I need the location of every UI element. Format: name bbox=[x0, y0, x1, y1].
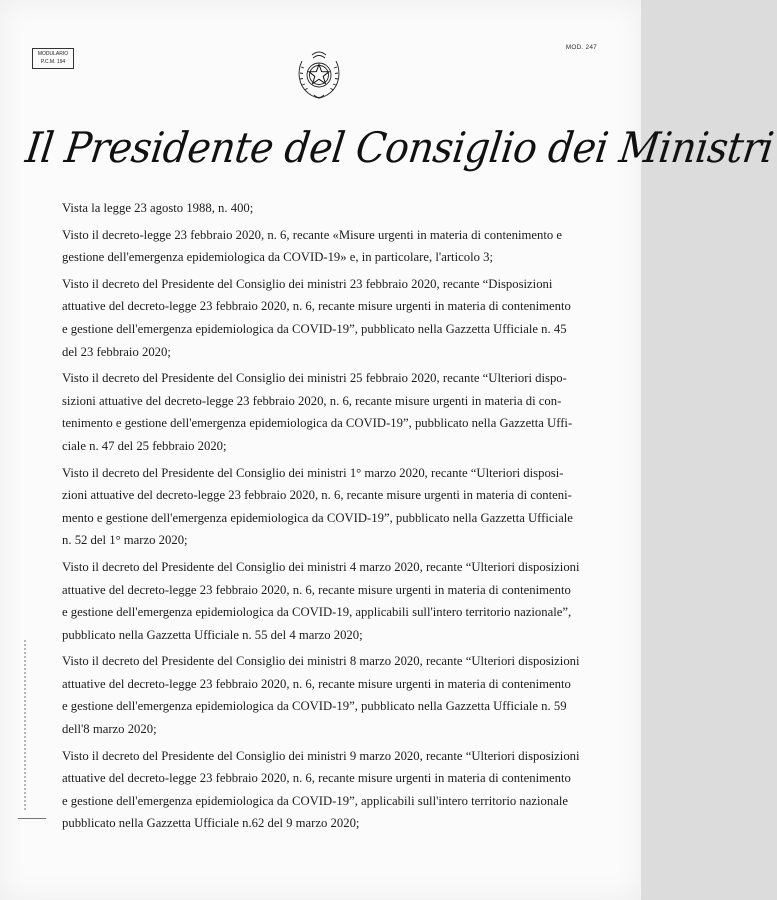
paragraph bbox=[62, 367, 582, 457]
margin-print-mark bbox=[22, 640, 28, 810]
text-line: zioni attuative del decreto-legge 23 febbraio 2020, n. 6, recante misure urgenti in materia di conteni- bbox=[62, 488, 572, 503]
text-line: Visto il decreto del Presidente del Consiglio dei ministri 9 marzo 2020, recante “Ulteriori disposizioni bbox=[62, 748, 580, 763]
paragraph bbox=[62, 224, 582, 269]
text-line: ciale n. 47 del 25 febbraio 2020; bbox=[62, 438, 227, 453]
text-line: gestione dell'emergenza epidemiologica da COVID-19» e, in particolare, l'articolo 3; bbox=[62, 250, 493, 265]
text-line: tenimento e gestione dell'emergenza epidemiologica da COVID-19”, pubblicato nella Gazzetta Uffi- bbox=[62, 416, 573, 431]
modulario-label: MODULARIO bbox=[37, 51, 69, 57]
text-line: e gestione dell'emergenza epidemiologica da COVID-19”, pubblicato nella Gazzetta Ufficiale n. 45 bbox=[62, 321, 567, 336]
text-line: mento e gestione dell'emergenza epidemiologica da COVID-19”, pubblicato nella Gazzetta Ufficiale bbox=[62, 510, 573, 525]
text-line: e gestione dell'emergenza epidemiologica da COVID-19”, applicabili sull'intero territorio nazionale bbox=[62, 793, 569, 808]
text-line: Visto il decreto del Presidente del Consiglio dei ministri 23 febbraio 2020, recante “Disposizioni bbox=[62, 276, 553, 291]
margin-rule bbox=[18, 818, 46, 819]
paragraph bbox=[62, 745, 582, 835]
modulario-code: P.C.M. 194 bbox=[40, 59, 66, 65]
text-line: sizioni attuative del decreto-legge 23 febbraio 2020, n. 6, recante misure urgenti in materia di con- bbox=[62, 393, 562, 408]
text-line: Vista la legge 23 agosto 1988, n. 400; bbox=[62, 201, 254, 215]
text-line: e gestione dell'emergenza epidemiologica da COVID-19, applicabili sull'intero territorio nazionale”, bbox=[62, 605, 572, 620]
mod-code-label: MOD. 247 bbox=[565, 44, 597, 51]
paragraph bbox=[62, 273, 582, 363]
text-line: del 23 febbraio 2020; bbox=[62, 344, 171, 359]
text-line: attuative del decreto-legge 23 febbraio 2020, n. 6, recante misure urgenti in materia di contenimento bbox=[62, 771, 571, 786]
text-line: Visto il decreto del Presidente del Consiglio dei ministri 4 marzo 2020, recante “Ulteriori disposizioni bbox=[62, 559, 580, 574]
text-line: attuative del decreto-legge 23 febbraio 2020, n. 6, recante misure urgenti in materia di contenimento bbox=[62, 299, 571, 314]
text-line: attuative del decreto-legge 23 febbraio 2020, n. 6, recante misure urgenti in materia di contenimento bbox=[62, 676, 571, 691]
text-line: pubblicato nella Gazzetta Ufficiale n. 55 del 4 marzo 2020; bbox=[62, 627, 363, 642]
text-line: dell'8 marzo 2020; bbox=[62, 722, 157, 737]
text-line: Visto il decreto-legge 23 febbraio 2020, n. 6, recante «Misure urgenti in materia di contenimento e bbox=[62, 227, 563, 242]
paragraph bbox=[62, 197, 582, 220]
text-line: Visto il decreto del Presidente del Consiglio dei ministri 1° marzo 2020, recante “Ulteriori disposi- bbox=[62, 465, 564, 480]
paragraph bbox=[62, 556, 582, 646]
text-line: pubblicato nella Gazzetta Ufficiale n.62 del 9 marzo 2020; bbox=[62, 816, 360, 831]
paragraph bbox=[62, 650, 582, 740]
document-body bbox=[62, 197, 582, 839]
text-line: Visto il decreto del Presidente del Consiglio dei ministri 8 marzo 2020, recante “Ulteriori disposizioni bbox=[62, 654, 580, 669]
paragraph bbox=[62, 462, 582, 552]
president-heading: Il Presidente del Consiglio dei Ministri bbox=[22, 123, 777, 172]
text-line: attuative del decreto-legge 23 febbraio 2020, n. 6, recante misure urgenti in materia di contenimento bbox=[62, 582, 571, 597]
modulario-box bbox=[32, 48, 74, 69]
text-line: e gestione dell'emergenza epidemiologica da COVID-19”, pubblicato nella Gazzetta Ufficiale n. 59 bbox=[62, 699, 567, 714]
text-line: Visto il decreto del Presidente del Consiglio dei ministri 25 febbraio 2020, recante “Ulteriori dispo- bbox=[62, 371, 567, 386]
text-line: n. 52 del 1° marzo 2020; bbox=[62, 533, 188, 548]
republic-emblem-icon bbox=[294, 45, 344, 101]
